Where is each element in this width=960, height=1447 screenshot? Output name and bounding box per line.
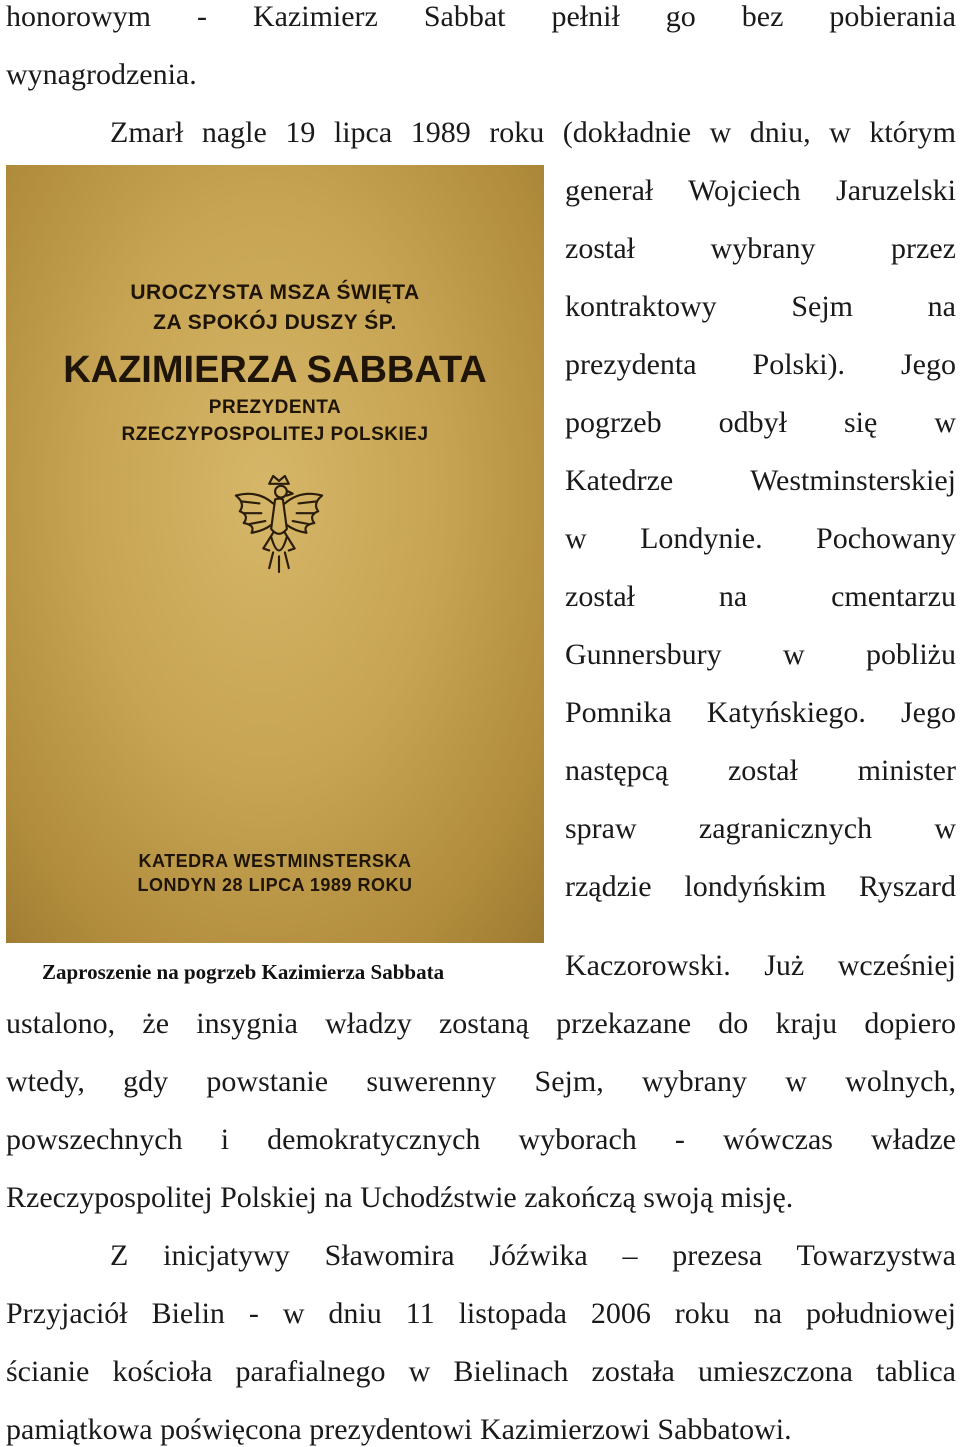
invitation-line: LONDYN 28 LIPCA 1989 ROKU (137, 875, 413, 895)
text-line: Z inicjatywy Sławomira Jóźwika – prezesa Towarzystwa (110, 1239, 956, 1272)
funeral-invitation-photo (6, 165, 544, 943)
polish-eagle-icon (230, 470, 328, 578)
column-line: następcą został minister (565, 754, 956, 787)
column-line: spraw zagranicznych w (565, 812, 956, 845)
column-line: Gunnersbury w pobliżu (565, 638, 956, 671)
column-line: Katedrze Westminsterskiej (565, 464, 956, 497)
text-line: pamiątkowa poświęcona prezydentowi Kazimierzowi Sabbatowi. (6, 1413, 792, 1446)
invitation-line: UROCZYSTA MSZA ŚWIĘTA (130, 281, 420, 304)
text-line: ścianie kościoła parafialnego w Bielinach została umieszczona tablica (6, 1355, 956, 1388)
invitation-line: KATEDRA WESTMINSTERSKA (138, 851, 412, 871)
column-line: został wybrany przez (565, 232, 956, 265)
text-line: Rzeczypospolitej Polskiej na Uchodźstwie zakończą swoją misję. (6, 1181, 794, 1214)
column-line: prezydenta Polski). Jego (565, 348, 956, 381)
text-line: wtedy, gdy powstanie suwerenny Sejm, wybrany w wolnych, (6, 1065, 956, 1098)
text-line: ustalono, że insygnia władzy zostaną przekazane do kraju dopiero (6, 1007, 956, 1040)
column-line: generał Wojciech Jaruzelski (565, 174, 956, 207)
column-line: rządzie londyńskim Ryszard (565, 870, 956, 903)
invitation-line: PREZYDENTA (208, 397, 342, 418)
photo-caption: Zaproszenie na pogrzeb Kazimierza Sabbata (42, 960, 445, 984)
text-line: honorowym - Kazimierz Sabbat pełnił go bez pobierania (6, 0, 956, 33)
column-line: Pomnika Katyńskiego. Jego (565, 696, 956, 729)
invitation-name: KAZIMIERZA SABBATA (63, 349, 487, 391)
invitation-line: RZECZYPOSPOLITEJ POLSKIEJ (121, 424, 429, 445)
text-line: wynagrodzenia. (6, 58, 197, 91)
column-line: został na cmentarzu (565, 580, 956, 613)
column-line: Kaczorowski. Już wcześniej (565, 949, 956, 982)
text-line: Zmarł nagle 19 lipca 1989 roku (dokładnie w dniu, w którym (110, 116, 956, 149)
invitation-line: ZA SPOKÓJ DUSZY ŚP. (153, 311, 397, 334)
text-line: powszechnych i demokratycznych wyborach - wówczas władze (6, 1123, 956, 1156)
text-line: Przyjaciół Bielin - w dniu 11 listopada 2006 roku na południowej (6, 1297, 956, 1330)
column-line: pogrzeb odbył się w (565, 406, 956, 439)
column-line: w Londynie. Pochowany (565, 522, 956, 555)
column-line: kontraktowy Sejm na (565, 290, 956, 323)
